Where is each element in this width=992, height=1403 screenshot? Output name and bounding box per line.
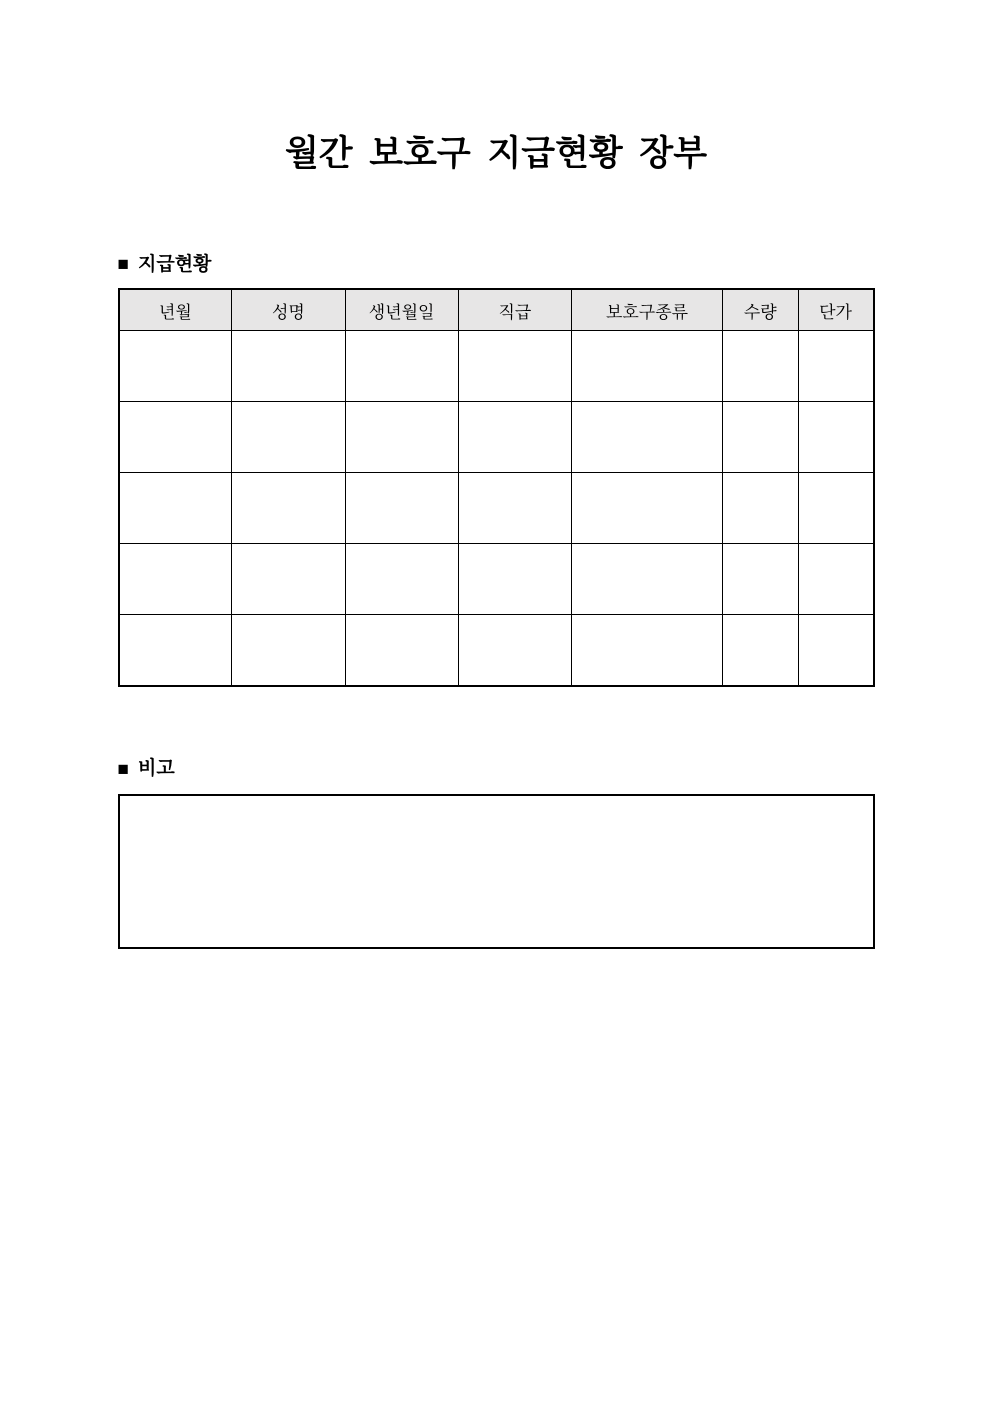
remarks-box — [118, 794, 875, 949]
section-supply-status-label: 지급현황 — [137, 253, 212, 275]
table-cell — [119, 331, 232, 402]
table-cell — [572, 331, 723, 402]
page-title: 월간 보호구 지급현황 장부 — [284, 134, 708, 173]
table-cell — [572, 544, 723, 615]
col-header-unit-price: 단가 — [798, 289, 874, 331]
table-row — [119, 473, 874, 544]
table-cell — [345, 615, 458, 687]
table-cell — [119, 544, 232, 615]
table-row — [119, 402, 874, 473]
table-cell — [572, 615, 723, 687]
document-content — [118, 0, 875, 949]
supply-status-table — [118, 288, 875, 687]
table-cell — [723, 331, 799, 402]
section-supply-status-header — [118, 254, 875, 277]
table-cell — [572, 473, 723, 544]
col-header-position: 직급 — [458, 289, 571, 331]
table-cell — [723, 402, 799, 473]
table-row — [119, 544, 874, 615]
table-cell — [798, 473, 874, 544]
table-cell — [458, 331, 571, 402]
table-cell — [232, 402, 345, 473]
table-cell — [798, 331, 874, 402]
table-cell — [458, 544, 571, 615]
table-cell — [119, 402, 232, 473]
table-cell — [723, 615, 799, 687]
table-cell — [345, 331, 458, 402]
table-cell — [458, 615, 571, 687]
table-cell — [723, 544, 799, 615]
col-header-quantity: 수량 — [723, 289, 799, 331]
col-header-equipment-type: 보호구종류 — [572, 289, 723, 331]
table-header-row — [119, 289, 874, 331]
table-cell — [798, 402, 874, 473]
table-row — [119, 331, 874, 402]
table-cell — [119, 473, 232, 544]
table-cell — [572, 402, 723, 473]
table-cell — [458, 402, 571, 473]
table-row — [119, 615, 874, 687]
table-cell — [232, 615, 345, 687]
table-cell — [119, 615, 232, 687]
section-remarks-label: 비고 — [137, 758, 175, 780]
col-header-name: 성명 — [232, 289, 345, 331]
table-cell — [798, 615, 874, 687]
table-cell — [458, 473, 571, 544]
table-cell — [345, 402, 458, 473]
table-cell — [232, 544, 345, 615]
table-cell — [798, 544, 874, 615]
table-cell — [345, 544, 458, 615]
table-cell — [345, 473, 458, 544]
section-remarks-header — [118, 758, 875, 781]
square-bullet-icon: ■ — [117, 759, 129, 781]
table-cell — [723, 473, 799, 544]
col-header-year-month: 년월 — [119, 289, 232, 331]
square-bullet-icon: ■ — [117, 254, 129, 276]
table-cell — [232, 331, 345, 402]
col-header-birth-date: 생년월일 — [345, 289, 458, 331]
table-cell — [232, 473, 345, 544]
